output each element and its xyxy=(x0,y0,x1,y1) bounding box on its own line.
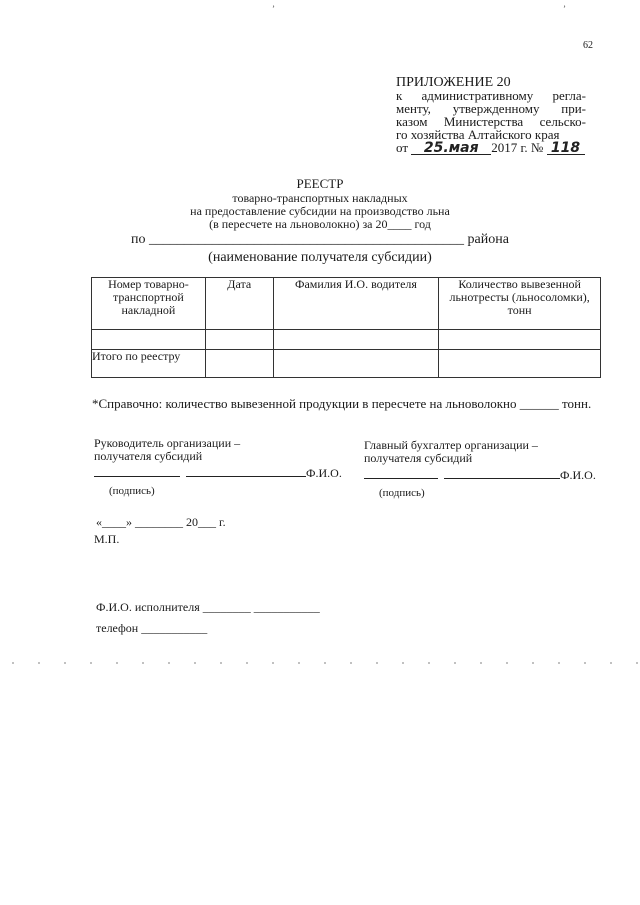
table-total-row xyxy=(92,350,601,378)
scan-mark: ʼ xyxy=(272,4,275,14)
table-cell xyxy=(205,330,273,350)
table-cell xyxy=(92,330,206,350)
appendix-date-line xyxy=(396,141,586,155)
recipient-caption: (наименование получателя субсидии) xyxy=(208,250,432,265)
district-line xyxy=(0,232,640,248)
appendix-line: менту, утвержденному при- xyxy=(396,101,586,116)
table-cell xyxy=(273,350,439,378)
accountant-sign-line xyxy=(364,466,596,482)
accountant-title-1: Главный бухгалтер организации – xyxy=(364,438,538,452)
fio-label: Ф.И.О. xyxy=(306,466,342,480)
signature-field xyxy=(94,464,180,477)
page-number: 62 xyxy=(583,40,593,51)
appendix-block xyxy=(396,76,586,155)
district-blank: _____________________________________________ xyxy=(149,232,465,247)
scan-dotted-line xyxy=(0,662,640,664)
total-label: Итого по реестру xyxy=(92,350,206,378)
date-prefix: от xyxy=(396,140,409,155)
handwritten-date-text: 25.мая xyxy=(423,140,479,156)
year-text: 2017 г. № xyxy=(491,140,544,155)
document-title: РЕЕСТР xyxy=(296,176,344,191)
phone-line: телефон ___________ xyxy=(96,621,208,635)
header-waybill-number: Номер товарно-транспортной накладной xyxy=(92,278,206,330)
signature-block-accountant xyxy=(364,439,596,500)
appendix-line: казом Министерства сельско- xyxy=(396,114,586,129)
date-line: «____» ________ 20___ г. xyxy=(96,515,226,529)
director-title-1: Руководитель организации – xyxy=(94,436,241,450)
appendix-line: го хозяйства Алтайского края xyxy=(396,127,560,142)
name-field xyxy=(186,464,306,477)
scan-mark: ʼ xyxy=(563,4,566,14)
fio-label: Ф.И.О. xyxy=(560,468,596,482)
appendix-line: к административному регла- xyxy=(396,88,586,103)
signature-caption: (подпись) xyxy=(109,485,155,497)
header-driver-name: Фамилия И.О. водителя xyxy=(273,278,439,330)
register-table xyxy=(91,277,601,378)
table-cell xyxy=(439,350,601,378)
handwritten-date xyxy=(411,142,491,155)
header-quantity: Количество вывезенной льнотресты (льносоломки), тонн xyxy=(439,278,601,330)
handwritten-number xyxy=(547,142,585,155)
table-cell xyxy=(205,350,273,378)
subtitle-line-3: (в пересчете на льноволокно) за 20____ год xyxy=(209,217,431,231)
district-suffix: района xyxy=(467,232,509,247)
subtitle-line-2: на предоставление субсидии на производство льна xyxy=(190,204,450,218)
appendix-title: ПРИЛОЖЕНИЕ 20 xyxy=(396,75,511,90)
signature-caption: (подпись) xyxy=(379,487,425,499)
signature-field xyxy=(364,466,438,479)
reference-note: *Справочно: количество вывезенной продукции в пересчете на льноволокно ______ тонн. xyxy=(92,396,592,411)
table-cell xyxy=(273,330,439,350)
table-row xyxy=(92,330,601,350)
district-prefix: по xyxy=(131,232,146,247)
handwritten-number-text: 118 xyxy=(550,140,581,156)
name-field xyxy=(444,466,560,479)
header-date: Дата xyxy=(205,278,273,330)
accountant-title-2: получателя субсидий xyxy=(364,451,473,465)
signature-block-director xyxy=(94,437,342,498)
subtitle-line-1: товарно-транспортных накладных xyxy=(232,191,408,205)
director-sign-line xyxy=(94,464,342,480)
director-title-2: получателя субсидий xyxy=(94,449,203,463)
stamp-place: М.П. xyxy=(94,532,120,546)
table-header-row xyxy=(92,278,601,330)
table-cell xyxy=(439,330,601,350)
executor-line: Ф.И.О. исполнителя ________ ___________ xyxy=(96,600,320,614)
